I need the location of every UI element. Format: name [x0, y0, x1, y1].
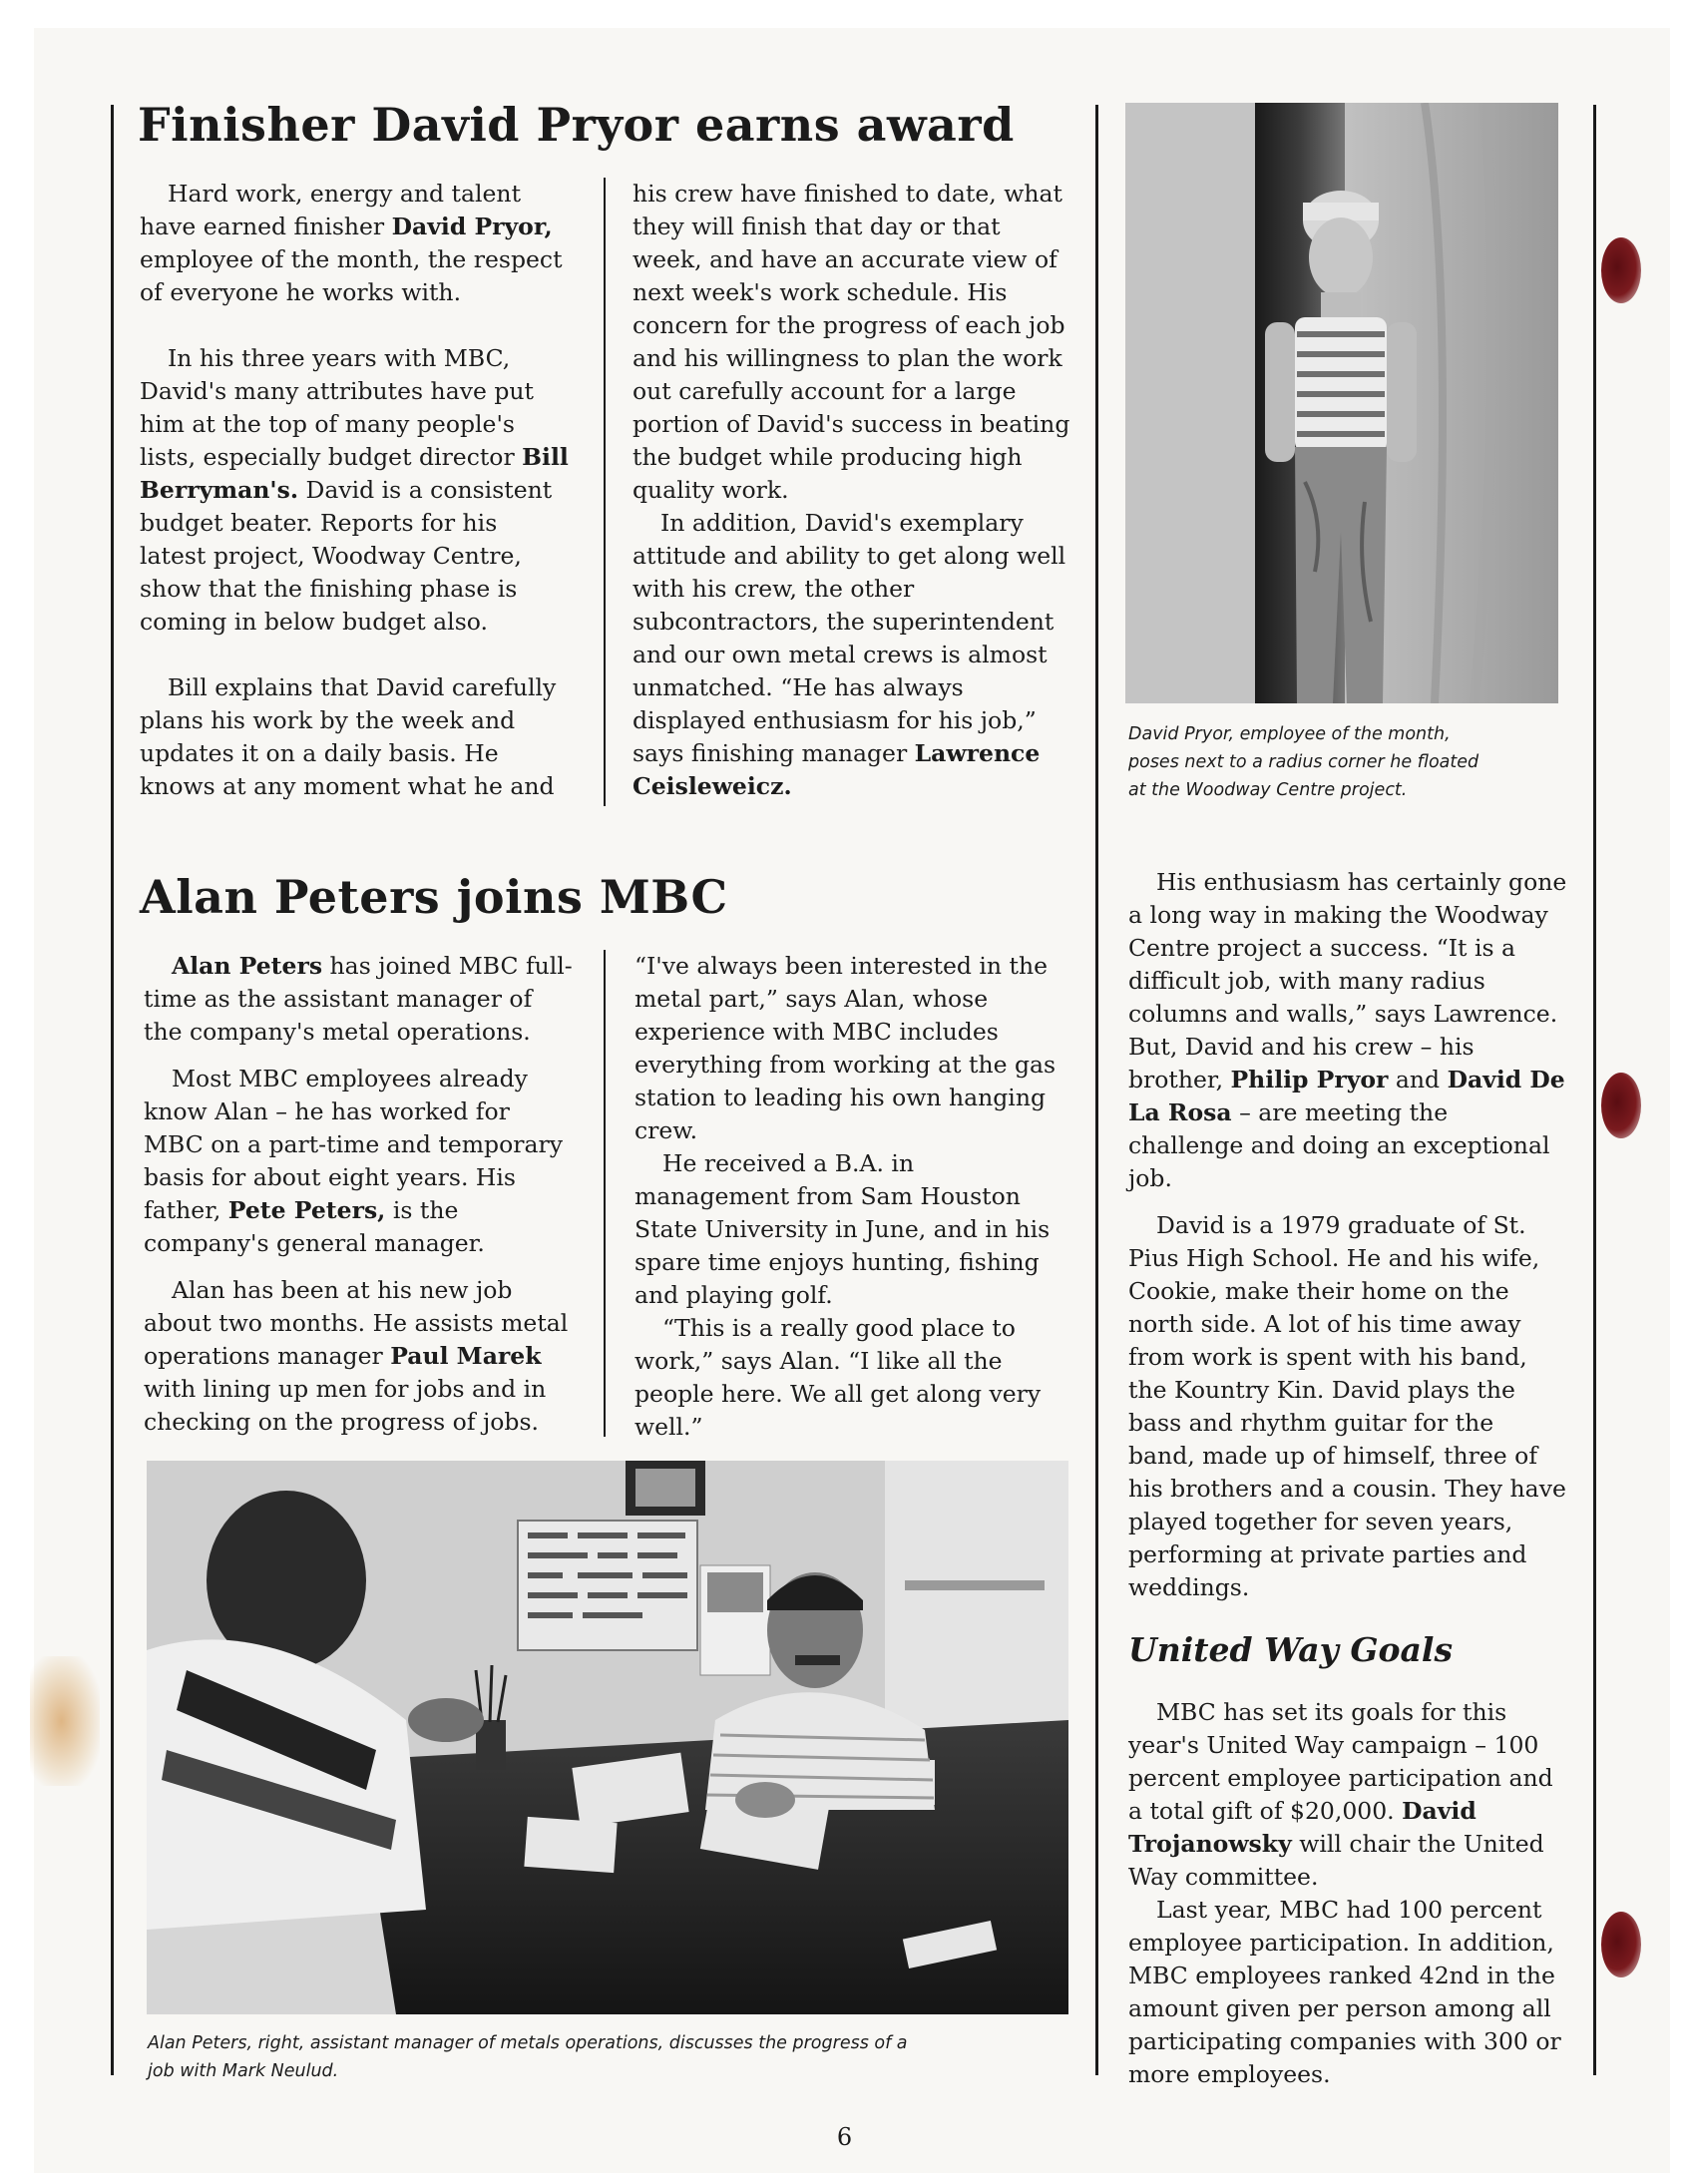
- story3-column: [1128, 1696, 1567, 2091]
- story3-text: will chair the United Way committee.: [1128, 1830, 1544, 1891]
- story2-text: Most MBC employees already know Alan – he has worked for MBC on a part-time and temporary basis for about eight years. His father,: [144, 1065, 563, 1224]
- binder-hole-bottom: [1601, 1912, 1641, 1977]
- story1-column-1: [140, 178, 569, 803]
- story1-text: His enthusiasm has certainly gone a long way in making the Woodway Centre project a success. “It is a difficult job, with many radius columns and walls,” says Lawrence. But, David and his crew – his brother,: [1128, 868, 1567, 1093]
- person-name: Paul Marek: [390, 1342, 542, 1370]
- story2-paragraph: “I've always been interested in the metal part,” says Alan, whose experience with MBC includes everything from working at the gas station to leading his own hanging crew.: [634, 952, 1056, 1144]
- story1-column-divider: [604, 178, 606, 806]
- story1-paragraph: his crew have finished to date, what they will finish that day or that week, and have an accurate view of next week's work schedule. His concern for the progress of each job and his willingness to plan the work out carefully account for a large portion of David's success in beating the budget while producing high quality work.: [633, 180, 1070, 504]
- story2-column-divider: [604, 950, 606, 1437]
- story2-text: has joined MBC full-time as the assistant manager of the company's metal operations.: [144, 952, 573, 1046]
- story1-column-3: [1128, 866, 1567, 1604]
- right-border-rule: [1593, 105, 1596, 2075]
- binder-hole-top: [1601, 237, 1641, 303]
- story1-headline: Finisher David Pryor earns award: [138, 98, 1015, 152]
- sidebar-left-rule: [1095, 105, 1098, 2075]
- page-number: 6: [836, 2123, 853, 2151]
- story2-text: with lining up men for jobs and in checking on the progress of jobs.: [144, 1375, 547, 1436]
- story1-paragraph: Bill explains that David carefully plans his work by the week and updates it on a daily basis. He knows at any moment what he and: [140, 673, 557, 800]
- story1-text: – are meeting the challenge and doing an exceptional job.: [1128, 1098, 1550, 1192]
- story2-text: Alan has been at his new job about two months. He assists metal operations manager: [144, 1276, 569, 1370]
- story1-paragraph: [140, 342, 569, 639]
- person-name: David De La Rosa: [1128, 1066, 1565, 1126]
- story3-paragraph: Last year, MBC had 100 percent employee participation. In addition, MBC employees ranked 42nd in the amount given per person among all participating companies with 300 or more employees.: [1128, 1896, 1561, 2088]
- binder-hole-middle: [1601, 1073, 1641, 1138]
- story1-paragraph: David is a 1979 graduate of St. Pius High School. He and his wife, Cookie, make their home on the north side. A lot of his time away from work is spent with his band, the Kountry Kin. David plays the bass and rhythm guitar for the band, made up of himself, three of his brothers and a cousin. They have played together for seven years, performing at private parties and weddings.: [1128, 1211, 1566, 1601]
- story1-paragraph: [1128, 866, 1567, 1195]
- left-border-rule: [111, 105, 114, 2075]
- person-name: Lawrence Ceisleweicz.: [633, 739, 1041, 800]
- alan-peters-photo-image: [147, 1461, 1068, 2014]
- story3-text: MBC has set its goals for this year's United Way campaign – 100 percent employee participation and a total gift of $20,000.: [1128, 1698, 1553, 1825]
- alan-peters-photo-caption: Alan Peters, right, assistant manager of metals operations, discusses the progress of a job with Mark Neulud.: [148, 2033, 908, 2081]
- story2-column-1: [144, 950, 573, 1439]
- story2-headline: Alan Peters joins MBC: [140, 870, 728, 924]
- david-pryor-photo-caption: David Pryor, employee of the month, poses next to a radius corner he floated at the Woodway Centre project.: [1128, 724, 1479, 800]
- story1-text: In addition, David's exemplary attitude and ability to get along well with his crew, the other subcontractors, the superintendent and our own metal crews is almost unmatched. “He has always displayed enthusiasm for his job,” says finishing manager: [633, 509, 1066, 767]
- person-name: Philip Pryor: [1230, 1066, 1389, 1093]
- person-name: Alan Peters: [172, 952, 323, 980]
- story1-text: David is a consistent budget beater. Reports for his latest project, Woodway Centre, show that the finishing phase is coming in below budget also.: [140, 476, 553, 636]
- story2-paragraph: He received a B.A. in management from Sam Houston State University in June, and in his spare time enjoys hunting, fishing and playing golf.: [634, 1149, 1051, 1309]
- story1-column-2: [633, 178, 1071, 803]
- story3-headline: United Way Goals: [1128, 1630, 1454, 1669]
- story2-paragraph: [144, 950, 573, 1049]
- person-name: Pete Peters,: [227, 1196, 386, 1224]
- story2-paragraph: “This is a really good place to work,” says Alan. “I like all the people here. We all get along very well.”: [634, 1314, 1042, 1441]
- story3-paragraph: [1128, 1696, 1567, 1894]
- story2-paragraph: [144, 1063, 573, 1260]
- story2-text: is the company's general manager.: [144, 1196, 485, 1257]
- story1-paragraph: [633, 507, 1071, 803]
- water-stain: [30, 1656, 100, 1786]
- person-name: David Trojanowsky: [1128, 1797, 1477, 1858]
- story1-text: Hard work, energy and talent have earned finisher: [140, 180, 522, 240]
- story1-paragraph: [140, 178, 569, 309]
- person-name: Bill Berryman's.: [140, 443, 569, 504]
- person-name: David Pryor,: [391, 213, 553, 240]
- story2-column-2: [634, 950, 1073, 1444]
- story1-text: employee of the month, the respect of everyone he works with.: [140, 245, 563, 306]
- story2-paragraph: [144, 1274, 573, 1439]
- story1-text: In his three years with MBC, David's many attributes have put him at the top of many people's lists, especially budget director: [140, 344, 534, 471]
- alan-peters-photo: [147, 1461, 1068, 2014]
- david-pryor-photo: [1125, 103, 1558, 703]
- story1-text: and: [1388, 1066, 1448, 1093]
- david-pryor-photo-image: [1125, 103, 1558, 703]
